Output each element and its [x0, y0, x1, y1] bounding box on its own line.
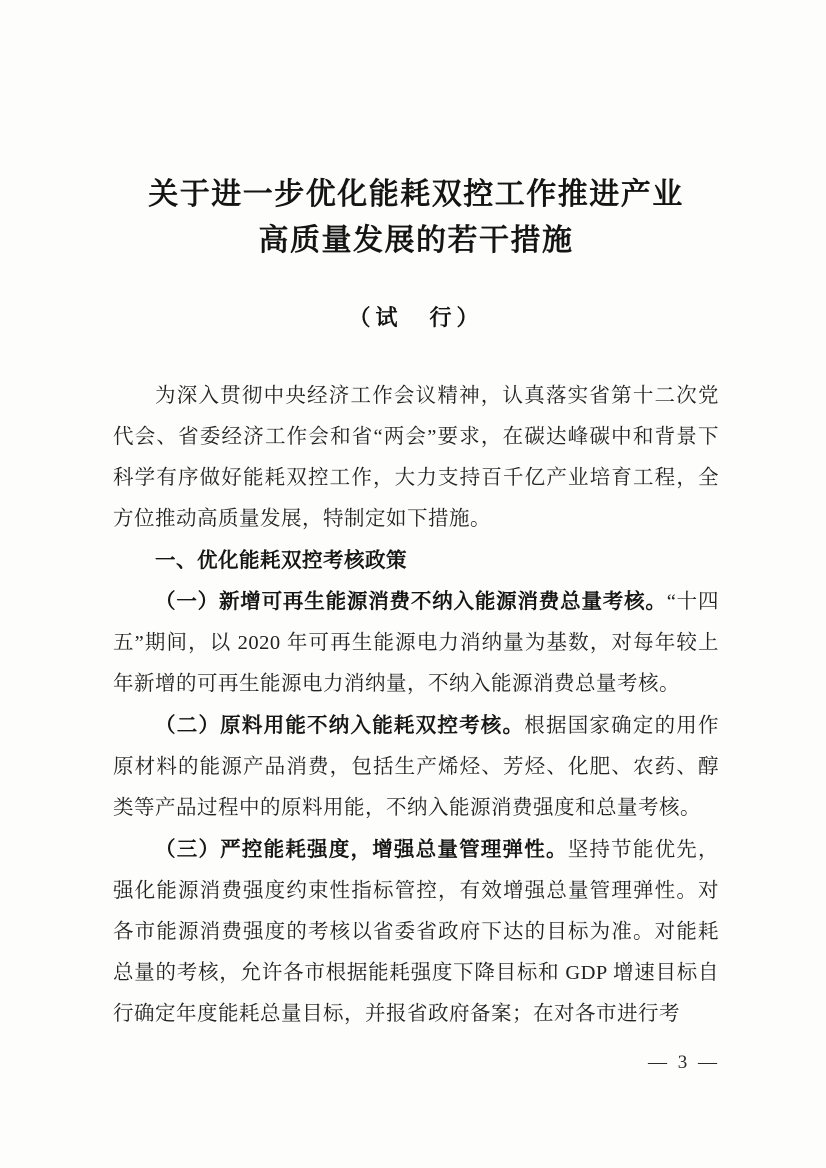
document-content — [113, 172, 719, 1035]
document-title-line-2: 高质量发展的若干措施 — [258, 224, 574, 257]
item-paragraph-1 — [113, 581, 719, 705]
item-paragraph-2 — [113, 705, 719, 829]
document-subtitle-trial: （试 行） — [348, 305, 484, 330]
page-number: — 3 — — [648, 1052, 720, 1073]
document-body — [113, 376, 719, 1035]
item-1-lead: （一）新增可再生能源消费不纳入能源消费总量考核。 — [155, 590, 667, 613]
item-2-lead: （二）原料用能不纳入能耗双控考核。 — [155, 714, 525, 737]
item-3-text: 坚持节能优先，强化能源消费强度约束性指标管控，有效增强总量管理弹性。对各市能源消费强度的考核以省委省政府下达的目标为准。对能耗总量的考核，允许各市根据能耗强度下降目标和 GDP 增速目标自行确定年度能耗总量目标，并报省政府备案；在对各市进行考 — [113, 839, 720, 1025]
document-title — [113, 172, 719, 264]
item-paragraph-3 — [113, 829, 719, 1035]
intro-paragraph: 为深入贯彻中央经济工作会议精神，认真落实省第十二次党代会、省委经济工作会和省“两会”要求，在碳达峰碳中和背景下科学有序做好能耗双控工作，大力支持百千亿产业培育工程，全方位推动高质量发展，特制定如下措施。 — [113, 385, 719, 530]
item-1-text: “十四五”期间，以 2020 年可再生能源电力消纳量为基数，对每年较上年新增的可再生能源电力消纳量，不纳入能源消费总量考核。 — [113, 591, 719, 695]
document-title-line-1: 关于进一步优化能耗双控工作推进产业 — [148, 178, 684, 211]
section-1-heading: 一、优化能耗双控考核政策 — [155, 549, 407, 572]
item-3-lead: （三）严控能耗强度，增强总量管理弹性。 — [155, 838, 568, 861]
item-2-text: 根据国家确定的用作原材料的能源产品消费，包括生产烯烃、芳烃、化肥、农药、醇类等产品过程中的原料用能，不纳入能源消费强度和总量考核。 — [113, 715, 720, 819]
